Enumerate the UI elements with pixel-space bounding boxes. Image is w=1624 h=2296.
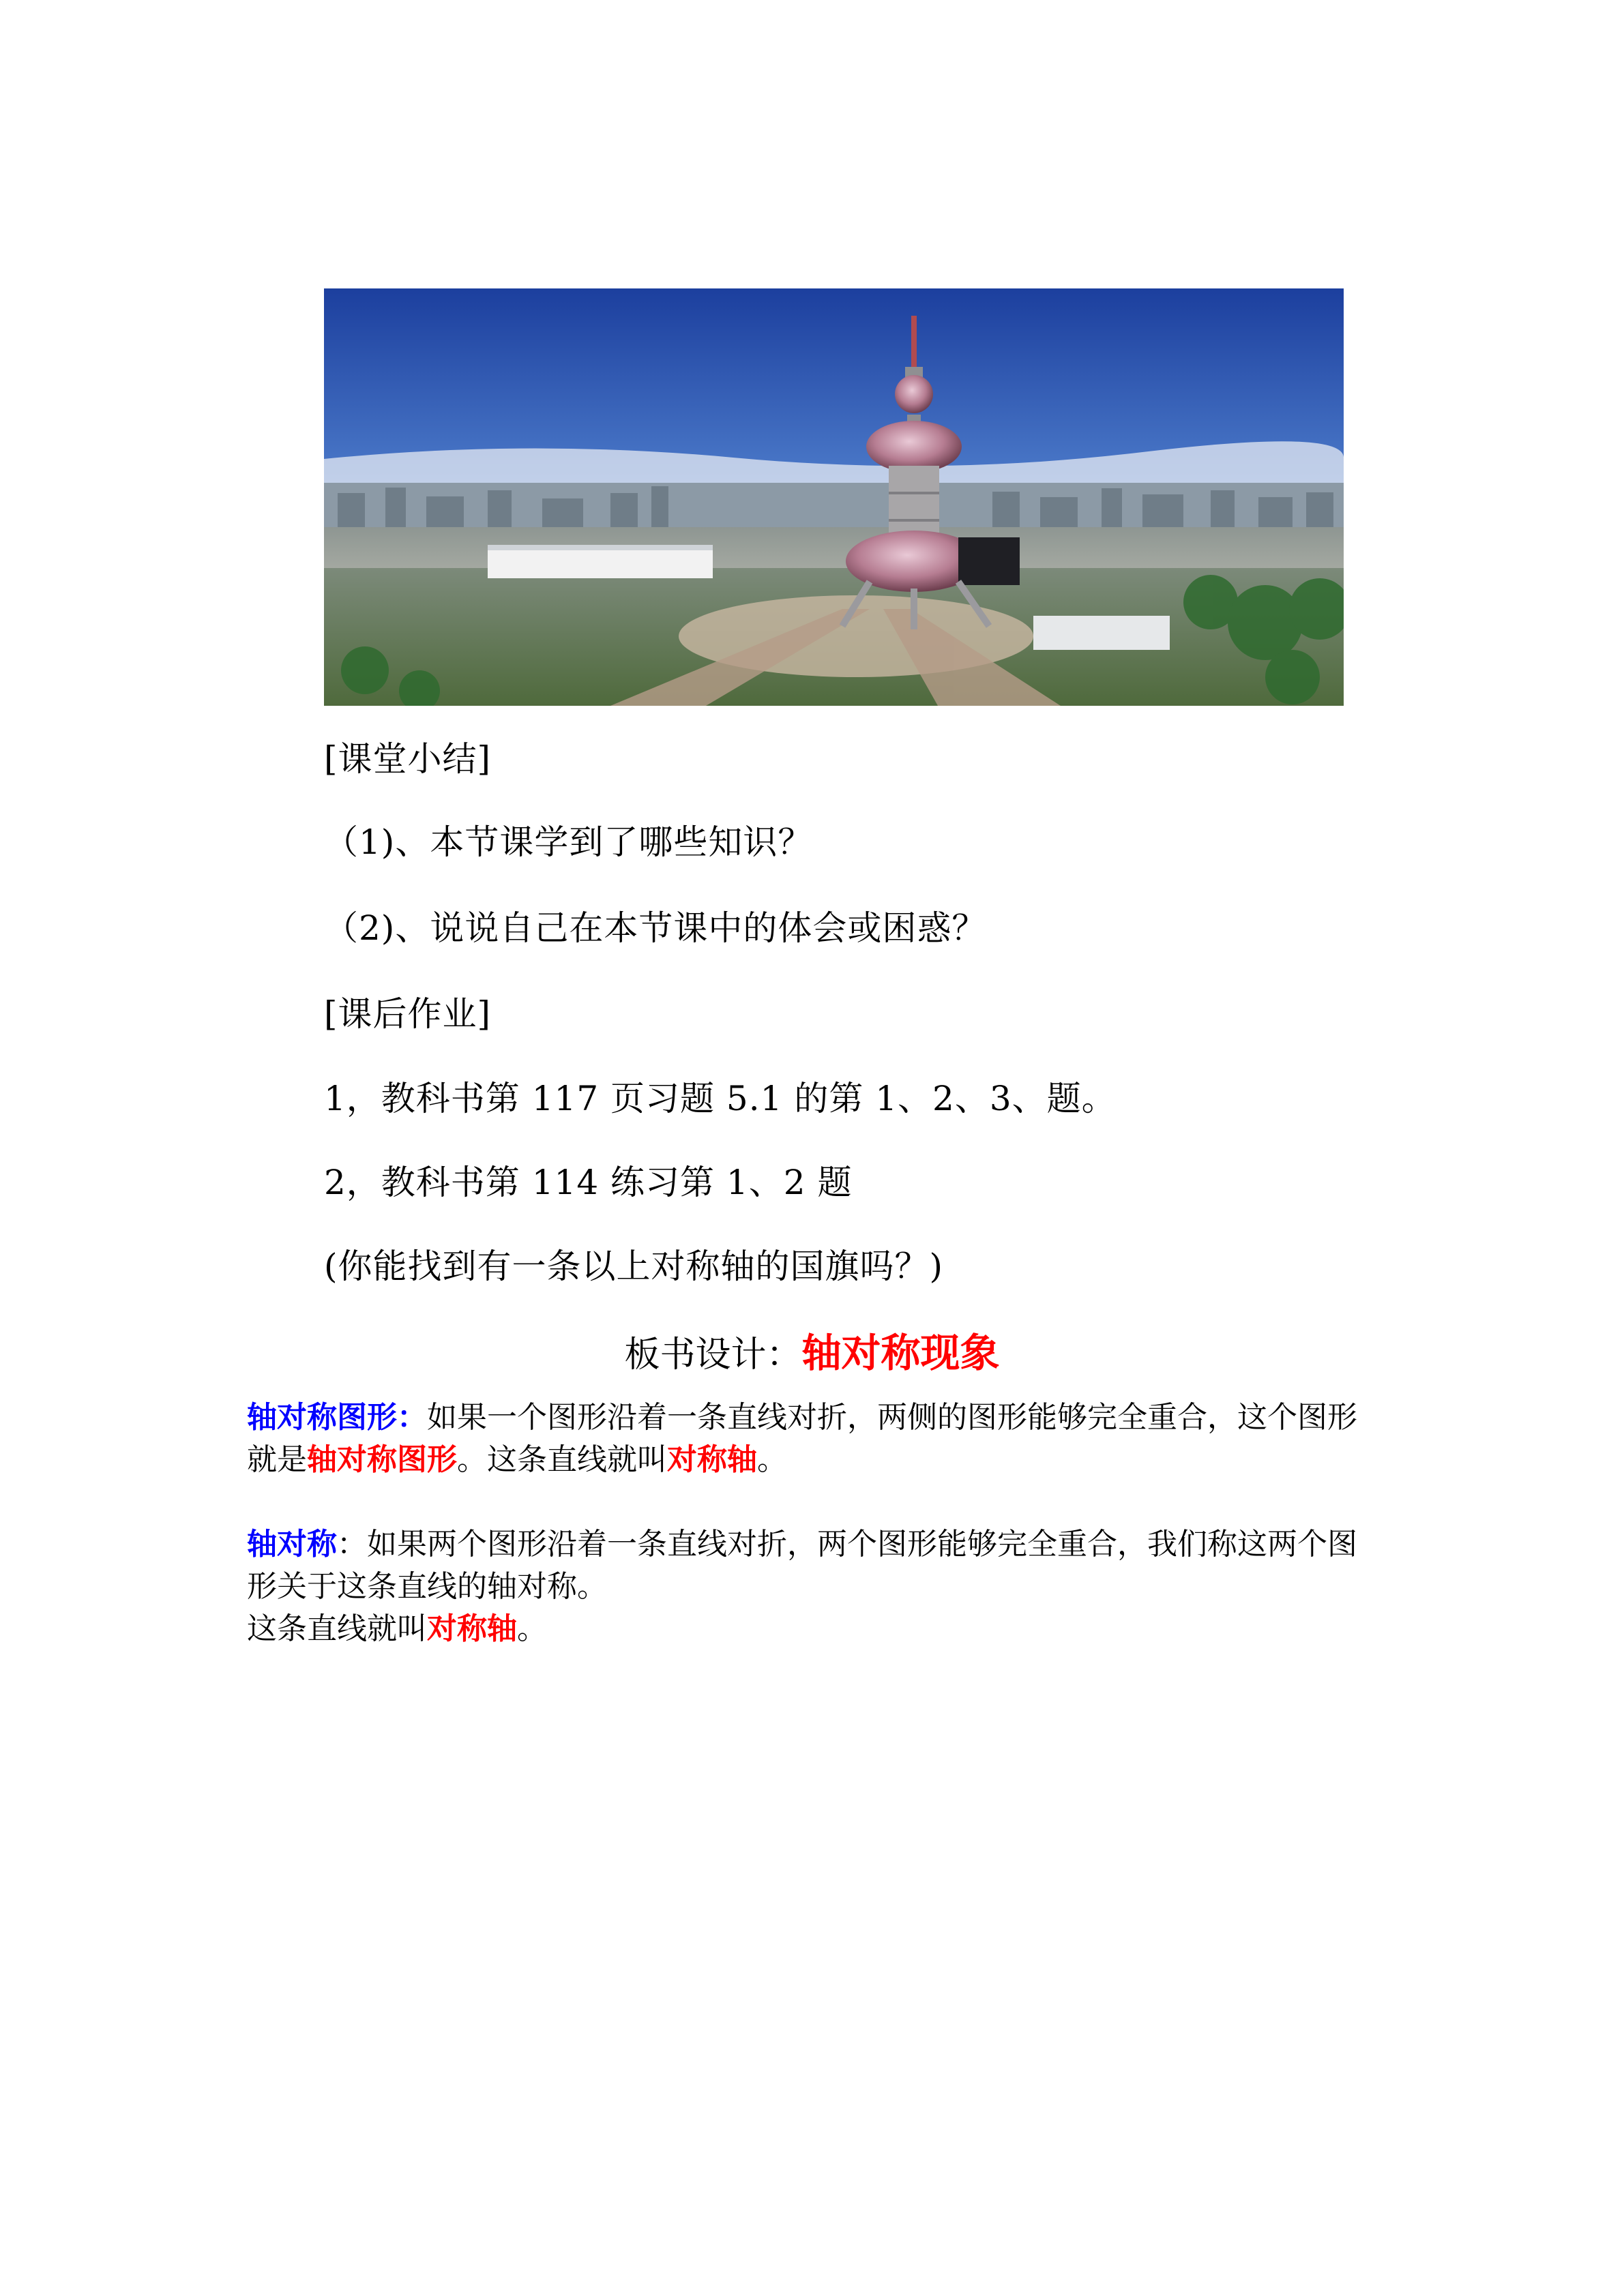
definition-axial-symmetry [247,1523,1379,1650]
homework-heading: [课后作业] [324,994,492,1034]
homework-item-2: 2，教科书第 114 练习第 1、2 题 [324,1163,853,1202]
definition-2-text: ：如果两个图形沿着一条直线对折，两个图形能够完全重合，我们称这两个图形关于这条直线的轴对称。 [247,1527,1357,1604]
homework-item-3: (你能找到有一条以上对称轴的国旗吗？) [324,1247,944,1286]
summary-question-1: （1)、本节课学到了哪些知识？ [324,822,813,862]
definition-2-term: 轴对称 [247,1527,337,1562]
board-design-topic: 轴对称现象 [801,1330,1000,1376]
definition-1-text: 如果一个图形沿着一条直线对折，两侧的图形能够完全重合，这个图形就是 [247,1400,1357,1477]
definition-2-term-2: 对称轴 [427,1611,517,1646]
summary-question-2: （2)、说说自己在本节课中的体会或困惑？ [324,908,987,948]
tower-photo [324,288,1344,706]
definition-2-text-2: 这条直线就叫 [247,1611,427,1646]
definition-1-term: 轴对称图形： [247,1400,427,1435]
definition-1-term-2: 轴对称图形 [307,1442,457,1477]
definition-1-term-3: 对称轴 [667,1442,757,1477]
definition-1-text-3: 。 [757,1442,787,1477]
definition-1-text-2: 。这条直线就叫 [457,1442,667,1477]
homework-item-1: 1，教科书第 117 页习题 5.1 的第 1、2、3、题。 [324,1079,1117,1118]
board-design-label: 板书设计： [624,1335,802,1375]
summary-heading: [课堂小结] [324,739,492,779]
definition-2-text-3: 。 [517,1611,547,1646]
definition-axisymmetric-figure [247,1397,1379,1481]
board-design-title [0,1330,1624,1376]
